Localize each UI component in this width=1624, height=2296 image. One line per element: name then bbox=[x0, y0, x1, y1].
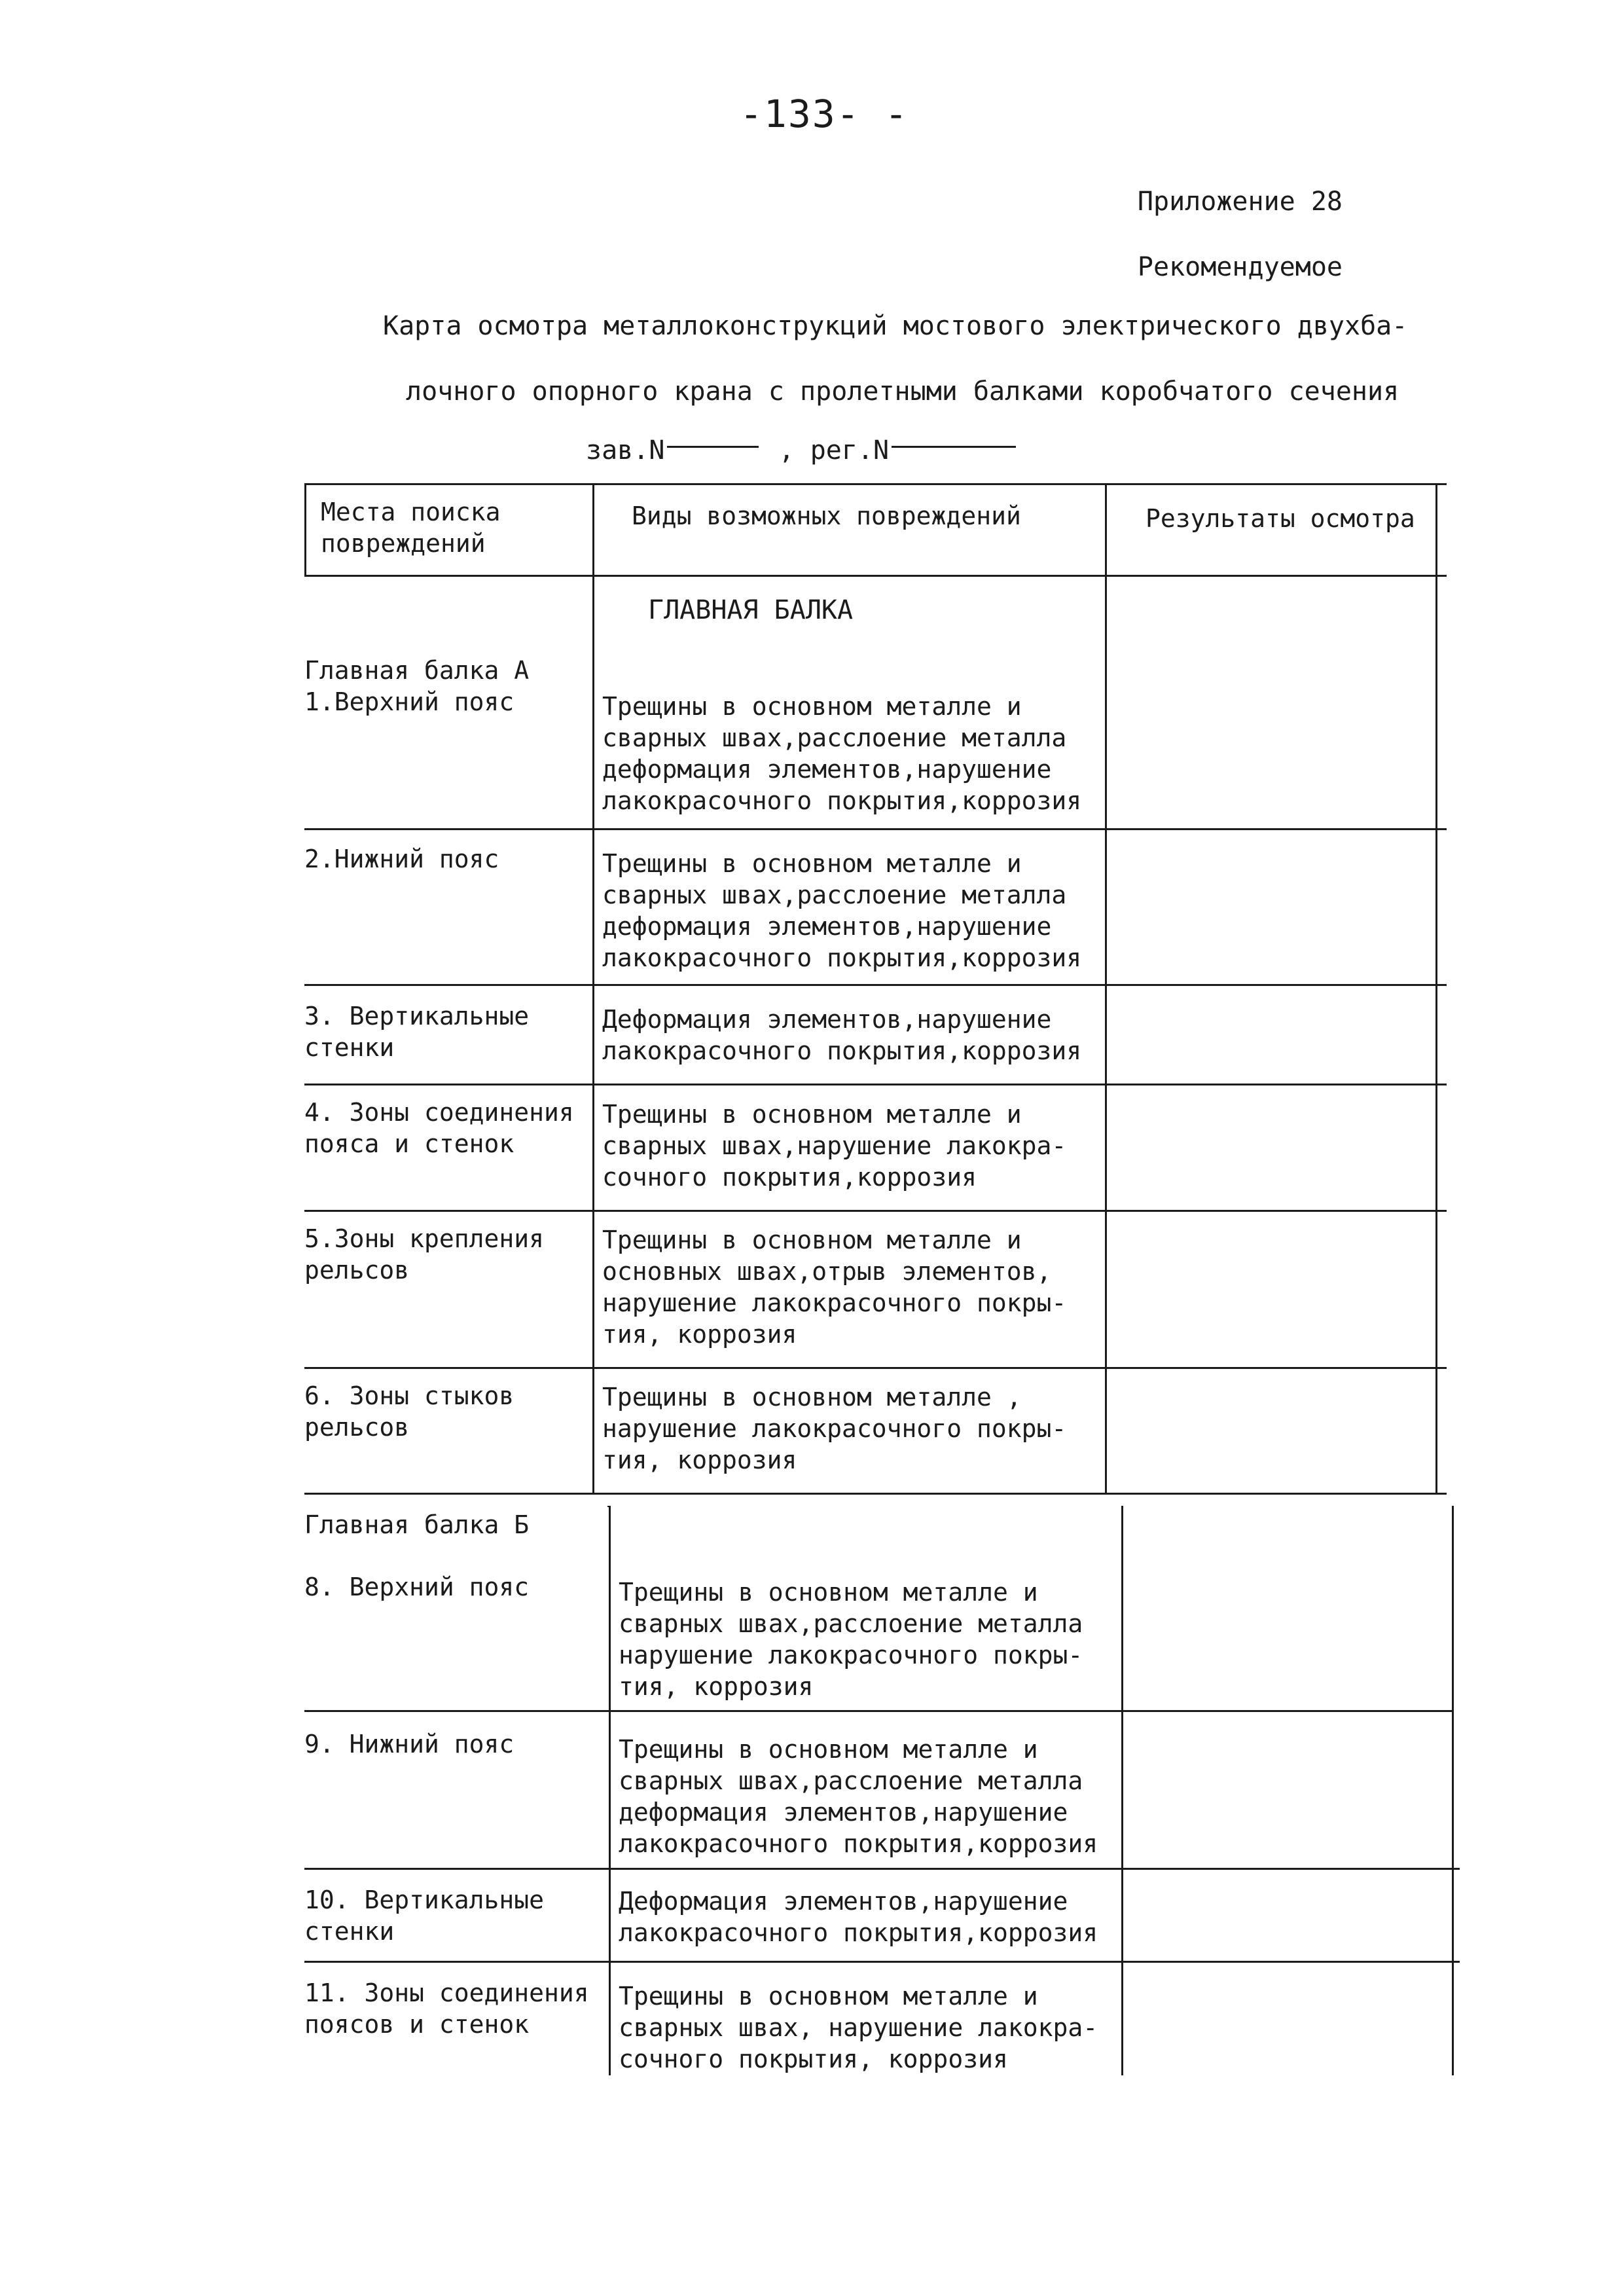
table-row-place: 1.Верхний пояс bbox=[304, 687, 514, 716]
group-label-b: Главная балка Б bbox=[304, 1510, 530, 1539]
table-left-border bbox=[304, 483, 306, 577]
factory-number-label: зав.N bbox=[586, 435, 665, 465]
table-row-place: 8. Верхний пояс bbox=[304, 1573, 530, 1601]
table-row-damage: Трещины в основном металле и сварных швах,расслоение металла нарушение лакокрасочного покры- тия, коррозия bbox=[619, 1578, 1083, 1701]
header-bottom-border bbox=[304, 575, 1447, 577]
row-divider bbox=[304, 1367, 1447, 1369]
row-divider bbox=[304, 1710, 1453, 1712]
table-row-place: 6. Зоны стыков рельсов bbox=[304, 1381, 514, 1442]
registration-number-blank bbox=[892, 446, 1016, 448]
registration-number-label: рег.N bbox=[810, 435, 890, 465]
document-title-line-2: лочного опорного крана с пролетными балками коробчатого сечения bbox=[406, 376, 1399, 407]
column-header-places: Места поиска повреждений bbox=[321, 498, 501, 558]
column-divider bbox=[609, 1506, 611, 2075]
row-divider bbox=[304, 1493, 1447, 1495]
table-row-damage: Трещины в основном металле и основных швах,отрыв элементов, нарушение лакокрасочного покры- тия, коррозия bbox=[602, 1226, 1067, 1349]
table-row-place: 9. Нижний пояс bbox=[304, 1730, 514, 1758]
table-right-border bbox=[1452, 1506, 1454, 2075]
row-divider bbox=[304, 828, 1447, 830]
column-divider bbox=[592, 483, 594, 1495]
table-row-damage: Деформация элементов,нарушение лакокрасочного покрытия,коррозия bbox=[602, 1005, 1082, 1065]
table-top-border bbox=[304, 483, 1447, 485]
table-row-damage: Трещины в основном металле , нарушение лакокрасочного покры- тия, коррозия bbox=[602, 1383, 1067, 1474]
table-row-place: 3. Вертикальные стенки bbox=[304, 1002, 530, 1062]
document-title-line-1: Карта осмотра металлоконструкций мостового электрического двухба- bbox=[383, 311, 1408, 341]
row-divider bbox=[304, 1084, 1447, 1085]
row-divider bbox=[304, 984, 1447, 986]
table-row-damage: Трещины в основном металле и сварных швах,расслоение металла деформация элементов,нарушение лакокрасочного покрытия,коррозия bbox=[602, 692, 1082, 815]
table-row-place: 2.Нижний пояс bbox=[304, 845, 499, 873]
section-title: ГЛАВНАЯ БАЛКА bbox=[648, 595, 854, 625]
row-divider bbox=[304, 1961, 1460, 1963]
factory-number-blank bbox=[667, 446, 759, 448]
column-header-results: Результаты осмотра bbox=[1146, 504, 1415, 533]
table-right-border bbox=[1435, 483, 1437, 1495]
table-row-damage: Трещины в основном металле и сварных швах, нарушение лакокра- сочного покрытия, коррозия bbox=[619, 1982, 1098, 2073]
column-divider bbox=[1121, 1506, 1123, 2075]
table-row-place: 5.Зоны крепления рельсов bbox=[304, 1224, 545, 1285]
table-row-place: 4. Зоны соединения пояса и стенок bbox=[304, 1098, 574, 1158]
row-divider bbox=[304, 1210, 1447, 1212]
page-number: -133- - bbox=[740, 92, 909, 136]
separator: , bbox=[778, 435, 795, 465]
registration-line bbox=[586, 435, 1020, 465]
column-header-damage-types: Виды возможных повреждений bbox=[632, 501, 1021, 530]
appendix-label: Приложение 28 bbox=[1137, 187, 1343, 217]
table-row-place: 11. Зоны соединения поясов и стенок bbox=[304, 1978, 589, 2039]
table-row-place: 10. Вертикальные стенки bbox=[304, 1886, 545, 1946]
column-divider bbox=[1105, 483, 1107, 1495]
row-divider bbox=[304, 1868, 1460, 1870]
table-row-damage: Трещины в основном металле и сварных швах,расслоение металла деформация элементов,нарушение лакокрасочного покрытия,коррозия bbox=[602, 849, 1082, 972]
table-row-damage: Трещины в основном металле и сварных швах,нарушение лакокра- сочного покрытия,коррозия bbox=[602, 1100, 1067, 1192]
table-row-damage: Трещины в основном металле и сварных швах,расслоение металла деформация элементов,нарушение лакокрасочного покрытия,коррозия bbox=[619, 1735, 1098, 1858]
table-row-damage: Деформация элементов,нарушение лакокрасочного покрытия,коррозия bbox=[619, 1887, 1098, 1947]
group-label-a: Главная балка А bbox=[304, 656, 530, 685]
recommended-label: Рекомендуемое bbox=[1137, 252, 1343, 282]
